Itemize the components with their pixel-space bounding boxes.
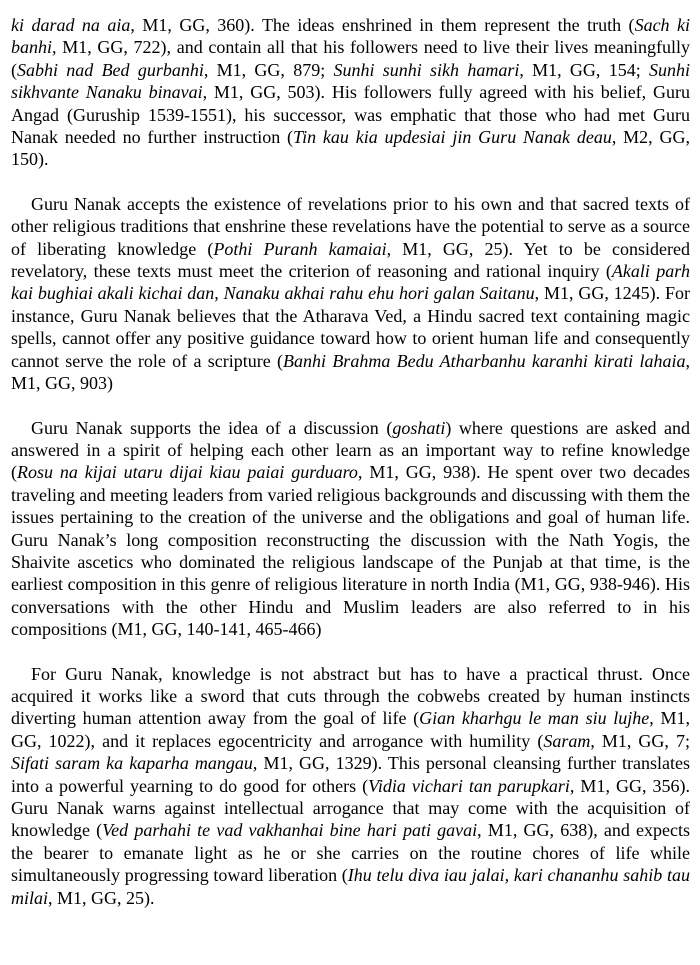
text-run: Guru Nanak supports the idea of a discussion ( xyxy=(31,417,393,438)
text-run: For Guru Nanak, knowledge is not abstract but has to have a practical thrust. Once acquired it works like a sword that cuts through the cobwebs created by human instincts diverting human attention away from the goal of life ( xyxy=(11,663,690,729)
italic-citation: Tin kau kia updesiai jin Guru Nanak deau xyxy=(293,127,612,148)
text-run: , M1, GG, 360). The ideas enshrined in them represent the truth ( xyxy=(130,15,635,35)
text-run: , M1, GG, 903) xyxy=(11,350,690,394)
italic-citation: Saram xyxy=(543,730,591,751)
text-run: , M1, GG, 722), and contain all that his followers need to live their lives meaningfully ( xyxy=(11,37,690,80)
italic-citation: Sabhi nad Bed gurbanhi xyxy=(17,59,204,80)
italic-citation: Ved parhahi te vad vakhanhai bine hari pati gavai xyxy=(102,820,478,841)
italic-citation: Sifati saram ka kaparha mangau xyxy=(11,753,253,774)
italic-citation: Pothi Puranh kamaiai xyxy=(213,238,387,259)
italic-citation: Gian kharhgu le man siu lujhe xyxy=(419,708,650,729)
paragraph-4 xyxy=(11,663,690,909)
text-run: , M2, GG, 150). xyxy=(11,127,690,170)
paragraph-3 xyxy=(11,417,690,641)
italic-citation: Akali parh kai bughiai akali kichai dan, Nanaku akhai rahu ehu hori galan Saitanu xyxy=(11,261,690,304)
text-run: , M1, GG, 503). His followers fully agreed with his belief, Guru Angad (Guruship 1539-1551), his successor, was emphatic that those who had met Guru Nanak needed no further instruction ( xyxy=(11,82,690,148)
text-run: , M1, GG, 356). Guru Nanak warns against intellectual arrogance that may come with the acquisition of knowledge ( xyxy=(11,775,690,841)
italic-citation: ki darad na aia xyxy=(11,15,131,35)
text-run: , M1, GG, 1329). This personal cleansing further translates into a powerful yearning to do good for others ( xyxy=(11,753,690,796)
italic-citation: Banhi Brahma Bedu Atharbanhu karanhi kirati lahaia xyxy=(283,350,686,371)
text-run: , M1, GG, 638), and expects the bearer to emanate light as he or she carries on the routine chores of life while simultaneously progressing toward liberation ( xyxy=(11,820,690,886)
text-run: , M1, GG, 154; xyxy=(519,59,649,80)
text-run: , M1, GG, 25). Yet to be considered revelatory, these texts must meet the criterion of reasoning and rational inquiry ( xyxy=(11,238,690,282)
italic-citation: Vidia vichari tan parupkari xyxy=(368,775,570,796)
text-run: , M1, GG, 1245). For instance, Guru Nanak believes that the Atharava Ved, a Hindu sacred text containing magic spells, cannot offer any positive guidance toward how to orient human life and consequently cannot serve the role of a scripture ( xyxy=(11,283,691,371)
italic-citation: Sunhi sunhi sikh hamari xyxy=(333,59,520,80)
text-run: , M1, GG, 938). He spent over two decades traveling and meeting leaders from varied religious backgrounds and discussing with them the issues pertaining to the creation of the universe and the obligations and goal of human life. Guru Nanak’s long composition reconstructing the discussion with the Nath Yogis, the Shaivite ascetics who dominated the religious landscape of the Punjab at that time, is the earliest composition in this genre of religious literature in north India (M1, GG, 938-946). His conversations with the other Hindu and Muslim leaders are also referred to in his compositions (M1, GG, 140-141, 465-466) xyxy=(11,462,690,640)
italic-citation: Rosu na kijai utaru dijai kiau paiai gurduaro xyxy=(17,462,358,483)
paragraph-gap xyxy=(11,641,690,663)
paragraph-gap xyxy=(11,395,690,417)
text-run: ) where questions are asked and answered in a spirit of helping each other learn as an important way to refine knowledge ( xyxy=(11,417,690,483)
text-run: , M1, GG, 25). xyxy=(48,887,155,908)
italic-citation: Sach ki banhi xyxy=(11,15,691,58)
italic-citation: goshati xyxy=(392,417,446,438)
italic-citation: Ihu telu diva iau jalai, kari chananhu sahib tau milai xyxy=(11,865,690,908)
italic-citation: Sunhi sikhvante Nanaku binavai xyxy=(11,59,690,103)
text-run: , M1, GG, 879; xyxy=(203,59,334,80)
paragraph-2 xyxy=(11,193,690,395)
text-run: , M1, GG, 1022), and it replaces egocentricity and arrogance with humility ( xyxy=(11,708,690,751)
text-run: Guru Nanak accepts the existence of revelations prior to his own and that sacred texts of other religious traditions that enshrine these revelations have the potential to serve as a source of liberating knowledge ( xyxy=(11,193,690,259)
paragraph-1 xyxy=(11,14,690,171)
text-run: , M1, GG, 7; xyxy=(590,730,690,751)
paragraph-gap xyxy=(11,171,690,193)
